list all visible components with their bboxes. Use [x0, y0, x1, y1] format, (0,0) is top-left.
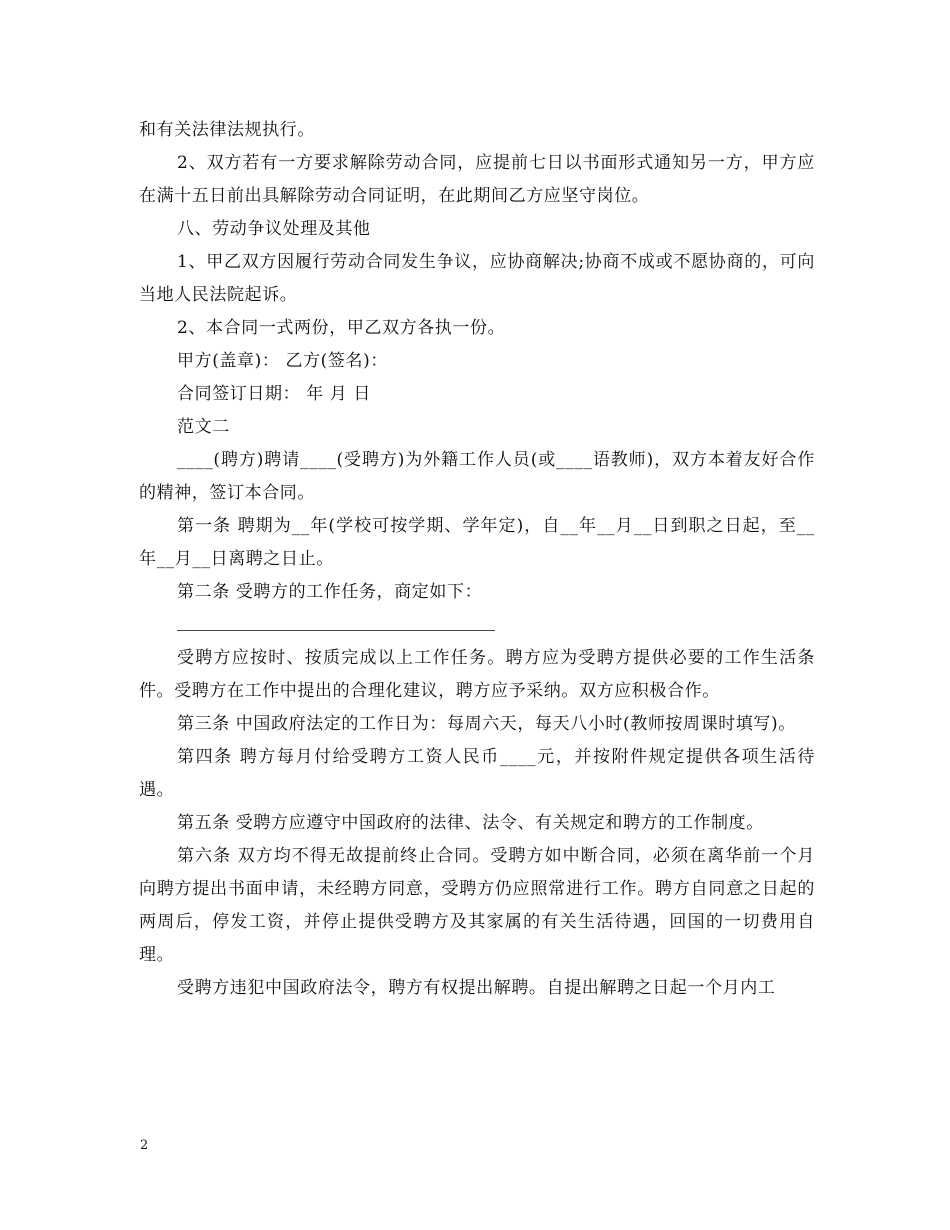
document-body	[139, 114, 815, 1005]
paragraph: 2、双方若有一方要求解除劳动合同，应提前七日以书面形式通知另一方，甲方应在满十五日前出具解除劳动合同证明，在此期间乙方应坚守岗位。	[139, 153, 815, 206]
paragraph: 八、劳动争议处理及其他	[177, 219, 371, 239]
paragraph: 受聘方违犯中国政府法令，聘方有权提出解聘。自提出解聘之日起一个月内工	[177, 978, 776, 998]
paragraph: 第二条 受聘方的工作任务，商定如下：	[177, 582, 483, 602]
paragraph: 第三条 中国政府法定的工作日为：每周六天，每天八小时(教师按周课时填写)。	[177, 714, 796, 734]
paragraph: 范文二	[177, 417, 230, 437]
paragraph: 第一条 聘期为__年(学校可按学期、学年定)，自__年__月__日到职之日起，至__年__月__日离聘之日止。	[139, 516, 815, 569]
paragraph: 2、本合同一式两份，甲乙双方各执一份。	[177, 318, 506, 338]
paragraph: 第四条 聘方每月付给受聘方工资人民币____元，并按附件规定提供各项生活待遇。	[139, 747, 815, 800]
paragraph: 1、甲乙双方因履行劳动合同发生争议，应协商解决;协商不成或不愿协商的，可向当地人民法院起诉。	[139, 252, 815, 305]
page-number: 2	[140, 1138, 149, 1153]
paragraph: 和有关法律法规执行。	[139, 120, 315, 140]
paragraph: 第五条 受聘方应遵守中国政府的法律、法令、有关规定和聘方的工作制度。	[177, 813, 764, 833]
paragraph: ____(聘方)聘请____(受聘方)为外籍工作人员(或____语教师)，双方本着友好合作的精神，签订本合同。	[139, 450, 815, 503]
underline-rule	[177, 630, 495, 631]
blank-fill-line	[139, 609, 815, 642]
paragraph: 甲方(盖章)： 乙方(签名)：	[177, 351, 388, 371]
paragraph: 第六条 双方均不得无故提前终止合同。受聘方如中断合同，必须在离华前一个月向聘方提出书面申请，未经聘方同意，受聘方仍应照常进行工作。聘方自同意之日起的两周后，停发工资，并停止提供受聘方及其家属的有关生活待遇，回国的一切费用自理。	[139, 846, 815, 965]
paragraph: 合同签订日期： 年 月 日	[177, 384, 372, 404]
paragraph: 受聘方应按时、按质完成以上工作任务。聘方应为受聘方提供必要的工作生活条件。受聘方在工作中提出的合理化建议，聘方应予采纳。双方应积极合作。	[139, 648, 815, 701]
